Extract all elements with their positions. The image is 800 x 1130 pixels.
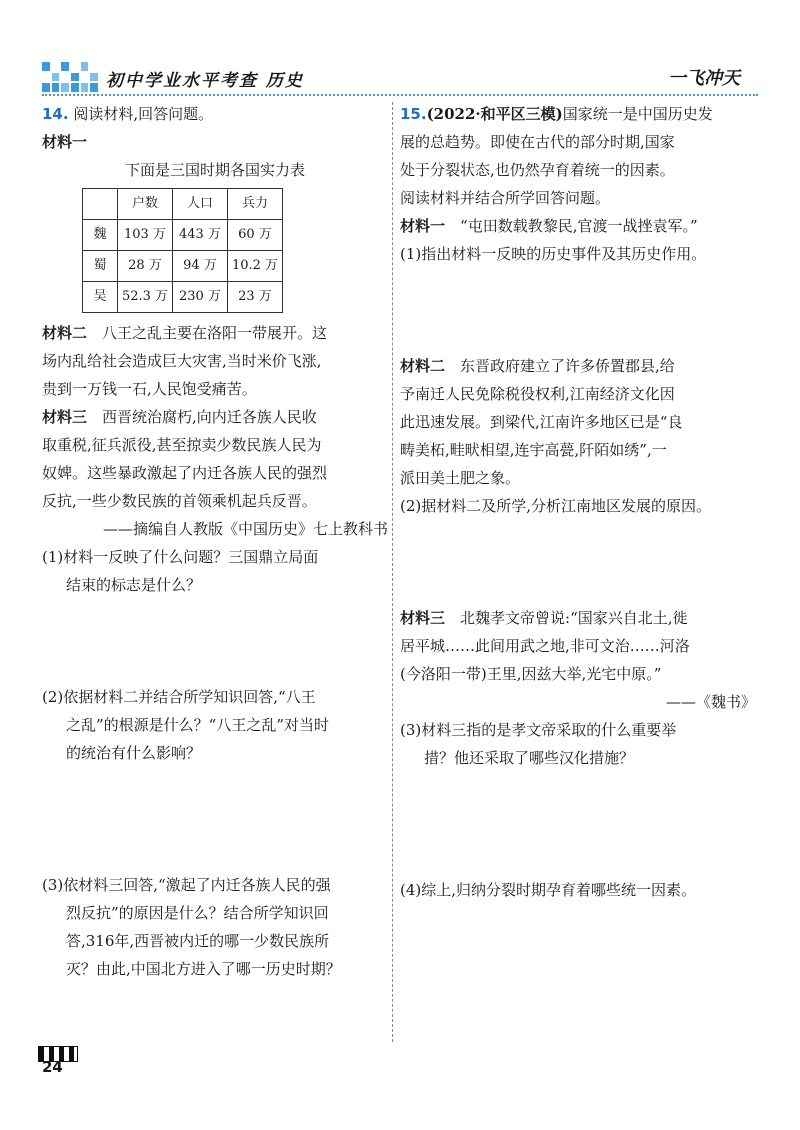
q15-intro: 展的总趋势。即使在古代的部分时期,国家 (400, 133, 675, 151)
q15-sub3: 措？他还采取了哪些汉化措施？ (424, 749, 635, 767)
q14-sub3: 烈反抗”的原因是什么？结合所学知识回 (66, 904, 329, 922)
q15-material3-text: 北魏孝文帝曾说:“国家兴自北土,徙 (445, 609, 688, 627)
q15-material1-text: “屯田数载教黎民,官渡一战挫袁军。” (460, 217, 698, 235)
q15-material3-source: ——《魏书》 (665, 693, 756, 711)
table-cell: 魏 (83, 220, 118, 251)
table-cell: 94 万 (173, 251, 228, 282)
q14-number: 14. (42, 105, 69, 123)
q14-material3-line (42, 403, 388, 431)
question-15 (400, 100, 756, 904)
q14-prompt: 阅读材料,回答问题。 (73, 105, 214, 123)
q14-sub3: 灭？由此,中国北方进入了哪一历史时期？ (66, 960, 341, 978)
answer-space[interactable] (42, 599, 388, 683)
q15-material1-line (400, 212, 756, 240)
q15-intro: 处于分裂状态,也仍然孕育着统一的因素。 (400, 161, 675, 179)
q15-sub2: (2)据材料二及所学,分析江南地区发展的原因。 (400, 497, 712, 515)
q15-sub1: (1)指出材料一反映的历史事件及其历史作用。 (400, 245, 707, 263)
q14-sub2: (2)依据材料二并结合所学知识回答,“八王 (42, 688, 316, 706)
q14-sub2: 的统治有什么影响？ (66, 744, 202, 762)
page-number: 24 (42, 1058, 63, 1076)
table-cell: 60 万 (228, 220, 283, 251)
table-header-cell: 人口 (173, 189, 228, 220)
column-divider (392, 102, 393, 1042)
q14-material3-text: 反抗,一些少数民族的首领乘机起兵反晋。 (42, 492, 317, 510)
answer-space[interactable] (42, 767, 388, 871)
q15-material2-text: 予南迁人民免除税役权利,江南经济文化因 (400, 385, 675, 403)
q14-material2-text: 八王之乱主要在洛阳一带展开。这 (87, 324, 328, 342)
table-cell: 230 万 (173, 282, 228, 313)
q15-material2-text: 派田美土肥之象。 (400, 469, 521, 487)
header-rule (42, 94, 758, 96)
header-logo-grid (42, 62, 98, 92)
q14-sub2: 之乱”的根源是什么？“八王之乱”对当时 (66, 716, 330, 734)
q14-material3-text: 取重税,征兵派役,甚至掠卖少数民族人民为 (42, 436, 322, 454)
table-cell: 443 万 (173, 220, 228, 251)
strength-table (82, 188, 283, 313)
table-cell: 103 万 (118, 220, 173, 251)
q15-tag: (2022·和平区三模) (426, 105, 563, 123)
q15-material2-text: 畴美柘,畦畎相望,连宇高甍,阡陌如绣”,一 (400, 441, 667, 459)
q15-material2-label: 材料二 (400, 357, 446, 375)
header-title: 初中学业水平考查 历史 (106, 71, 304, 91)
q14-sub3: 答,316年,西晋被内迁的哪一少数民族所 (66, 932, 330, 950)
q14-sub1: 结束的标志是什么？ (66, 576, 202, 594)
q14-material3-label: 材料三 (42, 408, 88, 426)
page-number-badge (36, 1046, 78, 1076)
q15-material2-text: 此迅速发展。到梁代,江南许多地区已是“良 (400, 413, 683, 431)
q14-material2-label: 材料二 (42, 324, 88, 342)
answer-space[interactable] (400, 520, 756, 604)
q14-material1-label: 材料一 (42, 133, 88, 151)
question-14 (42, 100, 388, 983)
q15-material2-text: 东晋政府建立了许多侨置郡县,给 (445, 357, 675, 375)
q15-sub4: (4)综上,归纳分裂时期孕育着哪些统一因素。 (400, 881, 697, 899)
table-cell: 28 万 (118, 251, 173, 282)
q15-material3-label: 材料三 (400, 609, 446, 627)
q15-material3-line (400, 604, 756, 632)
table-cell: 10.2 万 (228, 251, 283, 282)
table-cell: 52.3 万 (118, 282, 173, 313)
table-header-cell (83, 189, 118, 220)
table-header-cell: 户数 (118, 189, 173, 220)
q15-intro: 国家统一是中国历史发 (562, 105, 713, 123)
q15-material3-text: (今洛阳一带)王里,因兹大举,光宅中原。” (400, 665, 662, 683)
q14-table-caption: 下面是三国时期各国实力表 (124, 161, 305, 179)
q15-material1-label: 材料一 (400, 217, 446, 235)
q14-material2-text: 场内乱给社会造成巨大灾害,当时米价飞涨, (42, 352, 322, 370)
q15-heading (400, 100, 756, 128)
q15-intro: 阅读材料并结合所学回答问题。 (400, 189, 611, 207)
table-row (83, 282, 283, 313)
answer-space[interactable] (400, 268, 756, 352)
header-brand: 一飞冲天 (668, 68, 740, 89)
q15-sub3: (3)材料三指的是孝文帝采取的什么重要举 (400, 721, 677, 739)
q14-sub3: (3)依材料三回答,“激起了内迁各族人民的强 (42, 876, 331, 894)
q14-material3-text: 奴婢。这些暴政激起了内迁各族人民的强烈 (42, 464, 328, 482)
table-cell: 23 万 (228, 282, 283, 313)
q15-number: 15. (400, 105, 427, 123)
table-header-cell: 兵力 (228, 189, 283, 220)
q14-material2-line (42, 319, 388, 347)
q14-material3-text: 西晋统治腐朽,向内迁各族人民收 (87, 408, 317, 426)
q15-material3-text: 居平城……此间用武之地,非可文治……河洛 (400, 637, 690, 655)
q14-material2-text: 贵到一万钱一石,人民饱受痛苦。 (42, 380, 257, 398)
table-row (83, 220, 283, 251)
table-row (83, 251, 283, 282)
q15-material2-line (400, 352, 756, 380)
answer-space[interactable] (400, 772, 756, 876)
table-cell: 吴 (83, 282, 118, 313)
q14-heading (42, 100, 388, 128)
page-header (42, 60, 758, 96)
q14-source: ——摘编自人教版《中国历史》七上教科书 (102, 520, 388, 538)
table-header-row (83, 189, 283, 220)
q14-sub1: (1)材料一反映了什么问题？三国鼎立局面 (42, 548, 319, 566)
table-cell: 蜀 (83, 251, 118, 282)
